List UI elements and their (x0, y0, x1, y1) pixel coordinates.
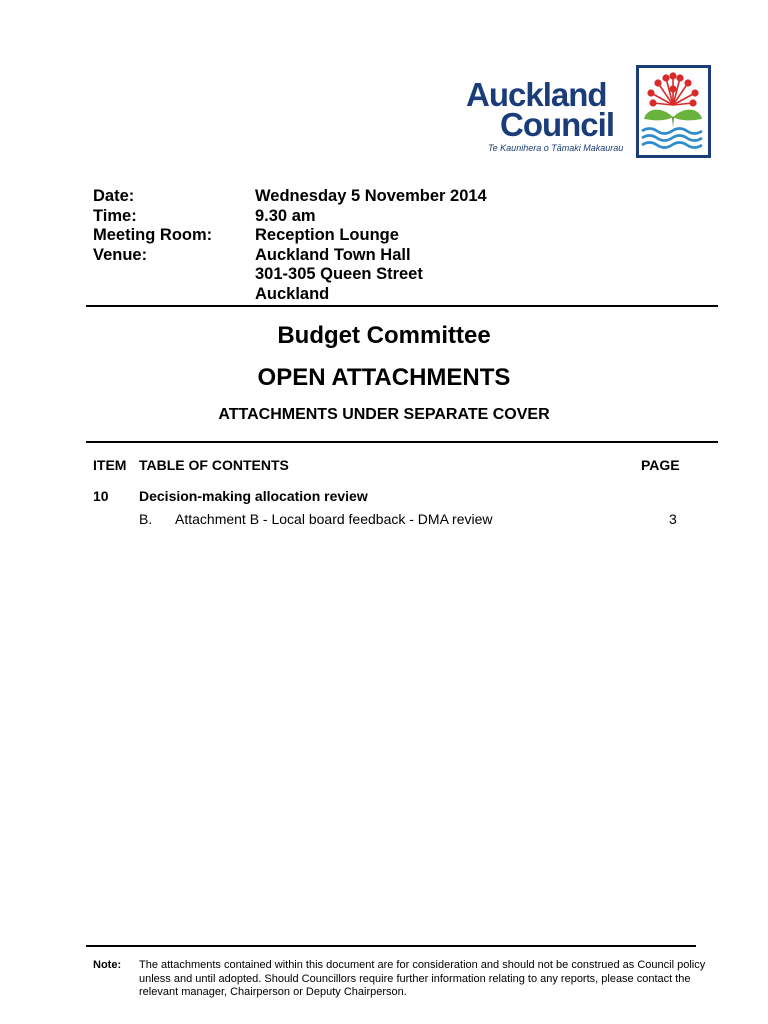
note-label: Note: (93, 959, 122, 971)
venue-row (93, 246, 487, 266)
time-value: 9.30 am (255, 206, 316, 225)
time-row (93, 207, 487, 227)
toc-attachment-page: 3 (669, 511, 677, 527)
toc-header-item: ITEM (93, 457, 127, 473)
pohutukawa-emblem-icon (636, 65, 711, 158)
date-label: Date: (93, 187, 135, 205)
date-value: Wednesday 5 November 2014 (255, 187, 487, 205)
venue-label: Venue: (93, 245, 148, 264)
time-label: Time: (93, 206, 137, 225)
meeting-room-row (93, 226, 487, 246)
toc-attachment-letter: B. (139, 511, 153, 527)
date-row (93, 187, 487, 207)
divider-top (86, 305, 718, 307)
meeting-room-label: Meeting Room: (93, 226, 213, 245)
logo-tagline: Te Kaunihera o Tāmaki Makaurau (488, 143, 624, 153)
meeting-details (93, 187, 487, 305)
divider-footer (86, 945, 696, 947)
logo-word-council: Council (500, 106, 614, 143)
meeting-room-value: Reception Lounge (255, 226, 399, 245)
logo-word-auckland: Auckland (466, 76, 607, 113)
note-text: The attachments contained within this document are for consideration and should not be construed as Council policy unless and until adopted. Should Councillors require further information relating to any reports, please contact the relevant manager, Chairperson or Deputy Chairperson. (139, 959, 706, 998)
toc-header-contents: TABLE OF CONTENTS (139, 457, 289, 473)
toc-item-title: Decision-making allocation review (139, 488, 368, 504)
open-attachments-heading: OPEN ATTACHMENTS (257, 364, 511, 391)
toc-attachment-link[interactable]: Attachment B - Local board feedback - DMA review (175, 511, 493, 527)
auckland-council-logo (466, 64, 712, 160)
committee-title: Budget Committee (277, 322, 491, 349)
toc-item-number: 10 (93, 488, 109, 504)
toc-header-page: PAGE (641, 457, 680, 473)
venue-line-3: Auckland (255, 284, 330, 303)
divider-middle (86, 441, 718, 443)
venue-line-2: 301-305 Queen Street (255, 265, 423, 284)
footer-note (93, 959, 707, 1000)
venue-line-1: Auckland Town Hall (255, 245, 411, 264)
attachments-subtitle: ATTACHMENTS UNDER SEPARATE COVER (218, 406, 550, 423)
